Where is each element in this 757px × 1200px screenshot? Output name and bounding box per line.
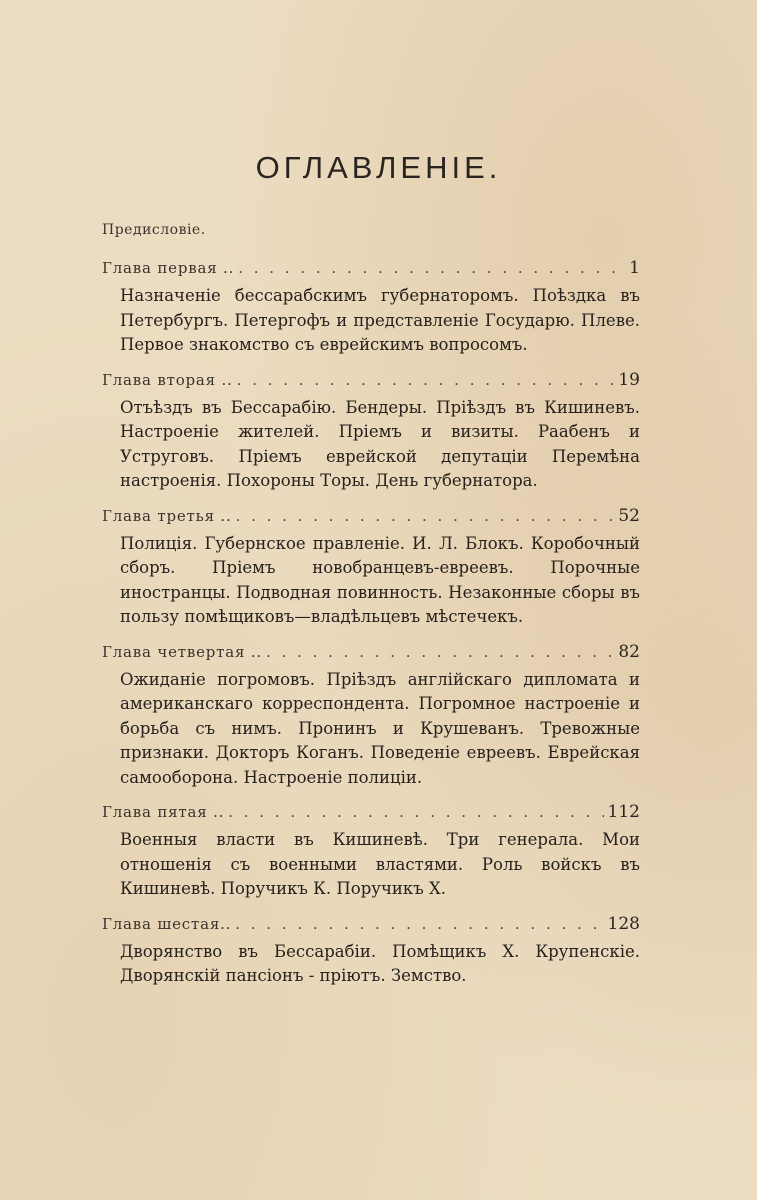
table-of-contents: [102, 258, 640, 1001]
toc-entry-heading: [102, 506, 640, 532]
toc-entry-chapter-1: [102, 258, 640, 358]
toc-entry-heading: [102, 642, 640, 668]
dot-leader: [228, 803, 603, 821]
page-number: 82: [618, 641, 640, 662]
dot-leader: [236, 507, 615, 525]
page-number: 19: [618, 369, 640, 390]
dot-leader: [235, 915, 603, 933]
toc-entry-chapter-4: [102, 642, 640, 791]
chapter-description: Дворянство въ Бессарабіи. Помѣщикъ Х. Крупенскіе. Дворянскій пансіонъ - пріютъ. Земство.: [120, 941, 640, 985]
toc-entry-chapter-2: [102, 370, 640, 494]
chapter-description: Полиція. Губернское правленіе. И. Л. Блокъ. Коробочный сборъ. Пріемъ новобранцевъ-евреевъ. Порочные иностранцы. Подводная повинность. Незаконные сборы въ пользу помѣщиковъ—владѣльцевъ мѣстечекъ.: [120, 533, 640, 626]
preface-entry: Предисловіе.: [102, 222, 206, 238]
chapter-title: Глава шестая..: [102, 914, 232, 933]
page-number: 128: [607, 913, 640, 934]
page-title: ОГЛАВЛЕНІЕ.: [255, 150, 502, 185]
toc-entry-heading: [102, 370, 640, 396]
toc-entry-chapter-3: [102, 506, 640, 630]
toc-entry-heading: [102, 914, 640, 940]
chapter-title: Глава первая ..: [102, 259, 235, 277]
page-number: 112: [607, 802, 640, 822]
toc-entry-chapter-6: [102, 914, 640, 989]
toc-entry-chapter-5: [102, 802, 640, 902]
dot-leader: [237, 371, 615, 389]
chapter-title: Глава пятая ..: [102, 803, 225, 821]
chapter-title: Глава четвертая ..: [102, 642, 262, 661]
dot-leader: [266, 643, 614, 661]
chapter-title: Глава вторая ..: [102, 370, 233, 389]
chapter-description: Отъѣздъ въ Бессарабію. Бендеры. Пріѣздъ въ Кишиневъ. Настроеніе жителей. Пріемъ и визиты. Раабенъ и Уструговъ. Пріемъ еврейской депутаціи Перемѣна настроенія. Похороны Торы. День губернатора.: [120, 397, 640, 490]
dot-leader: [238, 259, 625, 277]
chapter-description: Назначеніе бессарабскимъ губернаторомъ. Поѣздка въ Петербургъ. Петергофъ и представленіе Государю. Плеве. Первое знакомство съ еврейскимъ вопросомъ.: [120, 286, 640, 354]
chapter-description: Военныя власти въ Кишиневѣ. Три генерала. Мои отношенія съ военными властями. Роль войскъ въ Кишиневѣ. Поручикъ К. Поручикъ Х.: [120, 830, 640, 898]
page-number: 52: [618, 505, 640, 526]
page-number: 1: [629, 258, 640, 278]
toc-entry-heading: [102, 802, 640, 828]
chapter-description: Ожиданіе погромовъ. Пріѣздъ англійскаго дипломата и американскаго корреспондента. Погромное настроеніе и борьба съ нимъ. Пронинъ и Крушеванъ. Тревожные признаки. Докторъ Коганъ. Поведеніе евреевъ. Еврейская самооборона. Настроеніе полиціи.: [120, 669, 640, 787]
toc-entry-heading: [102, 258, 640, 284]
chapter-title: Глава третья ..: [102, 506, 232, 525]
